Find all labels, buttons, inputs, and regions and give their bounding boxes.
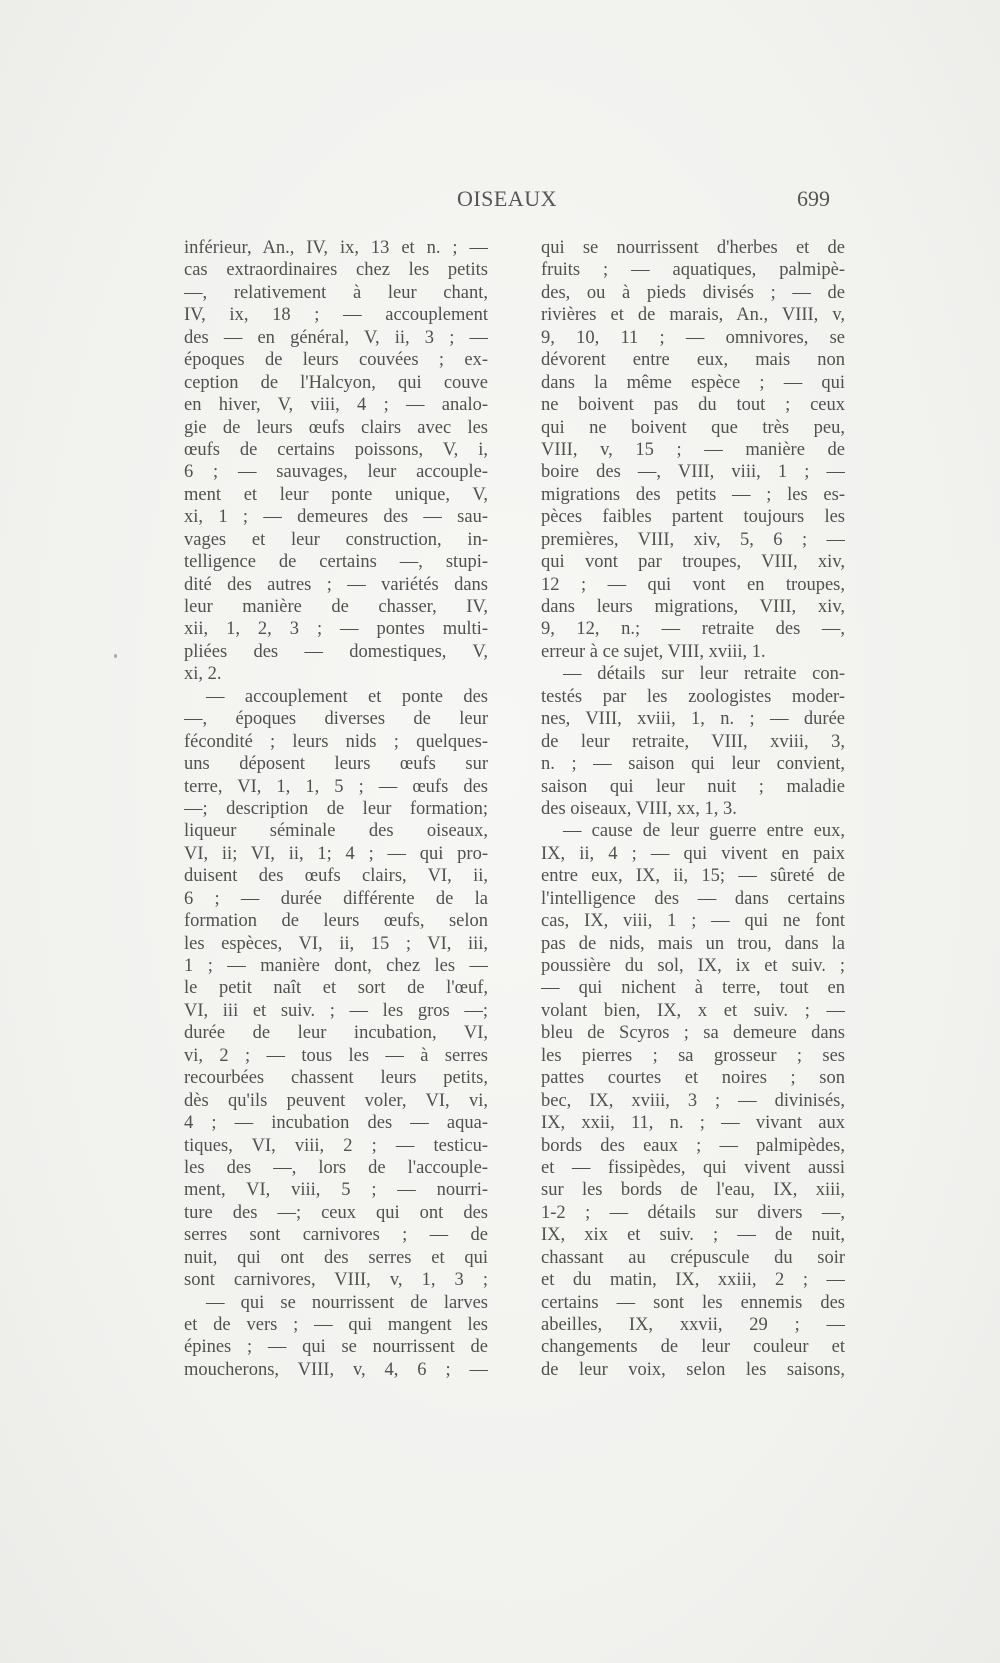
text-line: uns déposent leurs œufs sur: [184, 754, 488, 775]
text-line: —; description de leur formation;: [184, 798, 488, 819]
text-line: les des —, lors de l'accouple-: [184, 1157, 488, 1178]
text-line: chassant au crépuscule du soir: [541, 1247, 845, 1268]
text-line: vi, 2 ; — tous les — à serres: [184, 1045, 488, 1066]
text-line: saison qui leur nuit ; maladie: [541, 776, 845, 797]
text-line: ment, VI, viii, 5 ; — nourri-: [184, 1180, 488, 1201]
text-line: vages et leur construction, in-: [184, 529, 488, 550]
text-line: xi, 1 ; — demeures des — sau-: [184, 507, 488, 528]
text-line: testés par les zoologistes moder-: [541, 686, 845, 707]
text-line: gie de leurs œufs clairs avec les: [184, 417, 488, 438]
text-line: poussière du sol, IX, ix et suiv. ;: [541, 956, 845, 976]
text-line: rivières et de marais, An., VIII, v,: [541, 305, 845, 326]
text-line: sur les bords de l'eau, IX, xiii,: [541, 1180, 845, 1201]
text-line: dité des autres ; — variétés dans: [184, 574, 488, 595]
text-line: fruits ; — aquatiques, palmipè-: [541, 260, 845, 281]
text-line: des — en général, V, ii, 3 ; —: [184, 327, 488, 348]
text-line: tiques, VI, viii, 2 ; — testicu-: [184, 1135, 488, 1156]
left-text-column: [184, 237, 488, 1381]
text-line: nuit, qui ont des serres et qui: [184, 1247, 488, 1268]
text-line: IX, xxii, 11, n. ; — vivant aux: [541, 1113, 845, 1134]
text-line: xii, 1, 2, 3 ; — pontes multi-: [184, 619, 488, 640]
text-line: le petit naît et sort de l'œuf,: [184, 978, 488, 999]
text-line: nes, VIII, xviii, 1, n. ; — durée: [541, 709, 845, 730]
text-line: pèces faibles partent toujours les: [541, 507, 845, 528]
page-number: 699: [797, 186, 830, 211]
text-line: 9, 12, n.; — retraite des —,: [541, 619, 845, 640]
text-line: 9, 10, 11 ; — omnivores, se: [541, 327, 845, 348]
text-line: n. ; — saison qui leur convient,: [541, 754, 845, 775]
text-line: et — fissipèdes, qui vivent aussi: [541, 1157, 845, 1178]
text-line: ment et leur ponte unique, V,: [184, 484, 488, 505]
text-line: dans leurs migrations, VIII, xiv,: [541, 597, 845, 617]
text-line: durée de leur incubation, VI,: [184, 1023, 488, 1044]
text-line: et de vers ; — qui mangent les: [184, 1315, 488, 1335]
text-line: liqueur séminale des oiseaux,: [184, 821, 488, 842]
text-line: dévorent entre eux, mais non: [541, 350, 845, 371]
text-line: qui ne boivent que très peu,: [541, 417, 845, 438]
text-line: époques de leurs couvées ; ex-: [184, 350, 488, 371]
text-line: cas, IX, viii, 1 ; — qui ne font: [541, 911, 845, 932]
text-line: des oiseaux, VIII, xx, 1, 3.: [541, 798, 737, 819]
text-line: terre, VI, 1, 1, 5 ; — œufs des: [184, 776, 488, 797]
text-line: duisent des œufs clairs, VI, ii,: [184, 866, 488, 887]
text-line: certains — sont les ennemis des: [541, 1292, 845, 1313]
text-line: — accouplement et ponte des: [206, 686, 488, 707]
text-line: moucherons, VIII, v, 4, 6 ; —: [184, 1359, 488, 1380]
text-line: pattes courtes et noires ; son: [541, 1068, 845, 1089]
text-line: ception de l'Halcyon, qui couve: [184, 372, 488, 393]
text-line: en hiver, V, viii, 4 ; — analo-: [184, 395, 488, 416]
text-line: 6 ; — sauvages, leur accouple-: [184, 462, 488, 483]
text-line: cas extraordinaires chez les petits: [184, 260, 488, 281]
text-line: inférieur, An., IV, ix, 13 et n. ; —: [184, 238, 488, 258]
text-line: recourbées chassent leurs petits,: [184, 1068, 488, 1089]
text-line: qui vont par troupes, VIII, xiv,: [541, 552, 845, 573]
text-line: 1-2 ; — détails sur divers —,: [541, 1202, 845, 1223]
text-line: l'intelligence des — dans certains: [541, 888, 845, 909]
text-line: VI, ii; VI, ii, 1; 4 ; — qui pro-: [184, 843, 488, 864]
text-line: —, époques diverses de leur: [184, 709, 488, 730]
text-line: boire des —, VIII, viii, 1 ; —: [541, 462, 845, 483]
text-line: œufs de certains poissons, V, i,: [184, 439, 488, 460]
text-line: abeilles, IX, xxvii, 29 ; —: [541, 1315, 845, 1335]
text-line: — qui se nourrissent de larves: [206, 1292, 488, 1313]
text-line: — cause de leur guerre entre eux,: [563, 821, 845, 842]
text-line: IX, xix et suiv. ; — de nuit,: [541, 1225, 845, 1246]
text-line: bleu de Scyros ; sa demeure dans: [541, 1023, 845, 1044]
text-line: 12 ; — qui vont en troupes,: [541, 574, 845, 595]
text-line: ne boivent pas du tout ; ceux: [541, 395, 845, 416]
text-line: erreur à ce sujet, VIII, xviii, 1.: [541, 641, 766, 662]
text-line: VIII, v, 15 ; — manière de: [541, 439, 845, 460]
text-line: serres sont carnivores ; — de: [184, 1225, 488, 1246]
text-line: 6 ; — durée différente de la: [184, 888, 488, 909]
text-line: et du matin, IX, xxiii, 2 ; —: [541, 1270, 845, 1291]
text-line: entre eux, IX, ii, 15; — sûreté de: [541, 866, 845, 887]
paper-speck: [114, 654, 117, 658]
text-line: fécondité ; leurs nids ; quelques-: [184, 731, 488, 752]
text-line: — détails sur leur retraite con-: [563, 664, 845, 685]
text-line: premières, VIII, xiv, 5, 6 ; —: [541, 529, 845, 550]
text-line: pas de nids, mais un trou, dans la: [541, 933, 845, 954]
text-line: xi, 2.: [184, 664, 222, 685]
text-line: de leur retraite, VIII, xviii, 3,: [541, 731, 845, 752]
text-line: IX, ii, 4 ; — qui vivent en paix: [541, 843, 845, 864]
text-line: les pierres ; sa grosseur ; ses: [541, 1045, 845, 1066]
right-text-column: [541, 237, 845, 1381]
text-line: qui se nourrissent d'herbes et de: [541, 238, 845, 258]
text-line: volant bien, IX, x et suiv. ; —: [541, 1000, 845, 1021]
text-line: sont carnivores, VIII, v, 1, 3 ;: [184, 1270, 488, 1291]
text-line: 4 ; — incubation des — aqua-: [184, 1113, 488, 1134]
text-line: bords des eaux ; — palmipèdes,: [541, 1135, 845, 1156]
text-line: changements de leur couleur et: [541, 1337, 845, 1358]
text-line: telligence de certains —, stupi-: [184, 552, 488, 573]
text-line: bec, IX, xviii, 3 ; — divinisés,: [541, 1090, 845, 1111]
text-line: formation de leurs œufs, selon: [184, 911, 488, 932]
text-line: VI, iii et suiv. ; — les gros —;: [184, 1000, 488, 1021]
text-line: 1 ; — manière dont, chez les —: [184, 956, 488, 976]
text-line: dans la même espèce ; — qui: [541, 372, 845, 393]
text-line: les espèces, VI, ii, 15 ; VI, iii,: [184, 933, 488, 954]
text-line: —, relativement à leur chant,: [184, 282, 488, 303]
running-title: OISEAUX: [456, 186, 558, 211]
text-line: — qui nichent à terre, tout en: [541, 978, 845, 999]
text-line: de leur voix, selon les saisons,: [541, 1359, 845, 1380]
text-line: dès qu'ils peuvent voler, VI, vi,: [184, 1090, 488, 1111]
text-line: ture des —; ceux qui ont des: [184, 1202, 488, 1223]
text-line: épines ; — qui se nourrissent de: [184, 1337, 488, 1358]
text-line: pliées des — domestiques, V,: [184, 641, 488, 662]
text-line: IV, ix, 18 ; — accouplement: [184, 305, 488, 326]
page-header: [184, 186, 830, 220]
text-line: des, ou à pieds divisés ; — de: [541, 282, 845, 303]
text-line: migrations des petits — ; les es-: [541, 484, 845, 505]
text-line: leur manière de chasser, IV,: [184, 597, 488, 617]
